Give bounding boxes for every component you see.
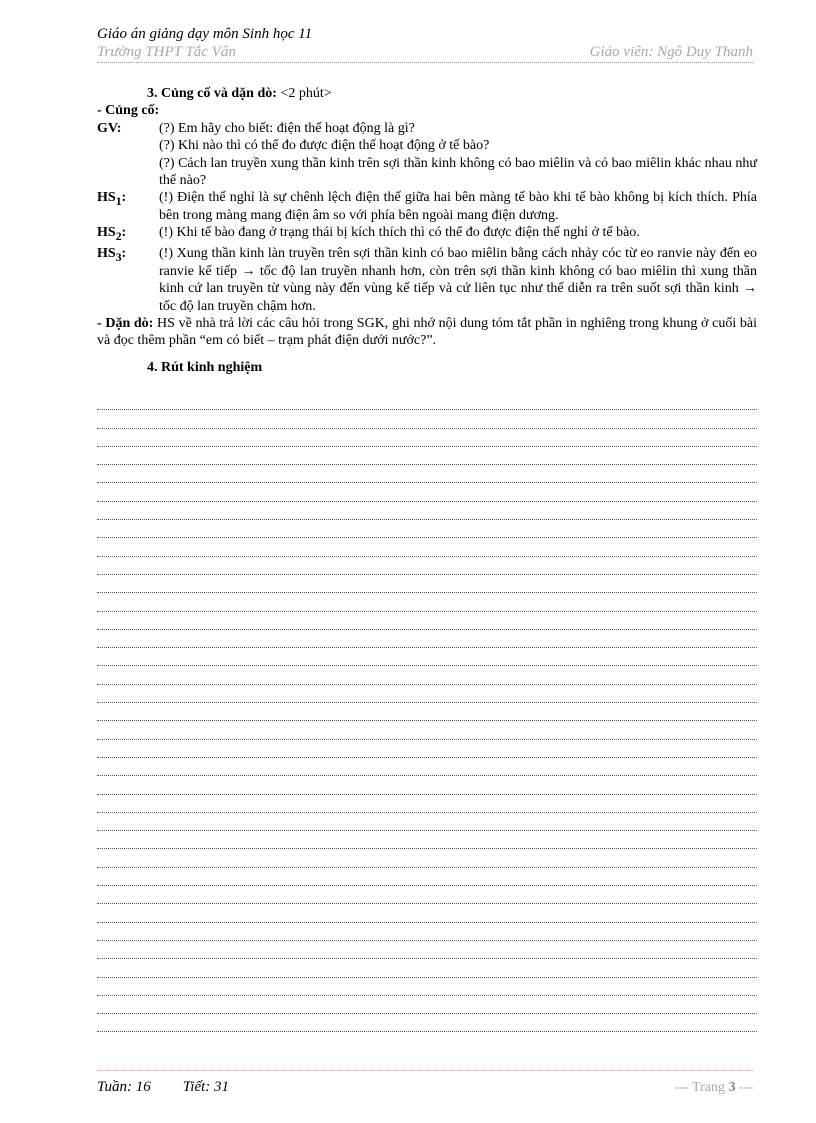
dotted-line [97, 502, 757, 520]
footer-page: --- Trang 3 --- [674, 1080, 753, 1095]
content [97, 85, 757, 376]
dotted-line [97, 831, 757, 849]
dotted-line [97, 959, 757, 977]
dotted-line [97, 886, 757, 904]
dotted-line [97, 410, 757, 428]
danddo-paragraph [97, 315, 757, 350]
header-school: Trường THPT Tắc Vân [97, 44, 236, 60]
dotted-line [97, 630, 757, 648]
dotted-line [97, 721, 757, 739]
dotted-line [97, 483, 757, 501]
gv-question-2: (?) Khi nào thì có thể đo được điện thế hoạt động ở tế bào? [159, 138, 490, 154]
hs3-label: $HS_3$: [97, 246, 127, 265]
dotted-line [97, 758, 757, 776]
dotted-line [97, 593, 757, 611]
hs3-answer: (!) Xung thần kinh làn truyền trên sợi thần kinh có bao miêlin bằng cách nhảy cóc từ eo ranvie này đến eo ranvie kế tiếp → tốc độ lan truyền nhanh hơn, còn trên sợi thần kinh không có bao miêlin thì xung thần kinh cứ lan truyền từ vùng này đến vùng kế tiếp và cứ liên tục như thế diễn ra trên suốt sợi thần kinh → tốc độ lan truyền chậm hơn. [159, 246, 758, 314]
gv-question-1: (?) Em hãy cho biết: điện thế hoạt động là gì? [159, 120, 415, 136]
footer-period: Tiết: 31 [182, 1079, 230, 1095]
dotted-line [97, 923, 757, 941]
dotted-line [97, 575, 757, 593]
dotted-line [97, 703, 757, 721]
gv-label: GV: [97, 120, 122, 136]
dotted-line [97, 666, 757, 684]
danddo-text: HS về nhà trả lời các câu hỏi trong SGK, ghi nhớ nội dung tóm tắt phần in nghiêng trong khung ở cuối bài và đọc thêm phần “em có biết – trạm phát điện dưới nước?”. [97, 316, 757, 349]
hs2-block [97, 224, 757, 245]
footer-divider [97, 1070, 753, 1071]
dotted-line [97, 941, 757, 959]
footer-week: Tuần: 16 [97, 1079, 151, 1095]
gv-question-3: (?) Cách lan truyền xung thần kinh trên sợi thần kinh không có bao miêlin và có bao miêlin khác nhau như thế nào? [159, 155, 757, 189]
arrow-icon: → [241, 263, 256, 279]
dotted-line [97, 557, 757, 575]
dotted-line [97, 465, 757, 483]
hs2-label: $HS_2$: [97, 225, 127, 244]
dotted-line [97, 813, 757, 831]
hs1-label: $HS_1$: [97, 190, 127, 209]
dotted-line [97, 612, 757, 630]
section-3-title: 3. Củng cố và dặn dò: [147, 86, 277, 101]
cungco-label: - Củng cố: [97, 103, 160, 119]
dotted-line [97, 429, 757, 447]
dotted-line [97, 520, 757, 538]
dotted-line [97, 776, 757, 794]
hs1-answer: (!) Điện thế nghỉ là sự chênh lệch điện thế giữa hai bên màng tế bào khi tế bào không bị kích thích. Phía bên trong màng mang điện âm so với phía bên ngoài mang điện dương. [159, 190, 757, 223]
dotted-line [97, 996, 757, 1014]
dotted-line [97, 904, 757, 922]
dotted-line [97, 740, 757, 758]
dotted-line [97, 849, 757, 867]
dotted-line [97, 447, 757, 465]
hs2-answer: (!) Khi tế bào đang ở trạng thái bị kích thích thì có thể đo được điện thế nghỉ ở tế bào. [159, 225, 640, 241]
notes-dotted-lines [97, 392, 757, 1032]
dotted-line [97, 795, 757, 813]
dotted-line [97, 648, 757, 666]
section-3-heading [97, 85, 757, 102]
header-teacher: Giáo viên: Ngô Duy Thanh [589, 44, 753, 60]
footer-left [97, 1079, 261, 1096]
hs3-block [97, 245, 757, 315]
danddo-label: - Dặn dò: [97, 316, 154, 332]
section-3-time: <2 phút> [276, 86, 332, 101]
header-title: Giáo án giảng dạy môn Sinh học 11 [97, 26, 313, 42]
hs1-block [97, 189, 757, 224]
arrow-icon: → [743, 281, 757, 297]
dotted-line [97, 685, 757, 703]
dotted-line [97, 978, 757, 996]
dotted-line [97, 392, 757, 410]
dotted-line [97, 1014, 757, 1032]
dotted-line [97, 538, 757, 556]
dotted-line [97, 868, 757, 886]
section-4-heading: 4. Rút kinh nghiệm [147, 359, 263, 375]
gv-block [97, 120, 757, 190]
header-subline [97, 44, 753, 63]
